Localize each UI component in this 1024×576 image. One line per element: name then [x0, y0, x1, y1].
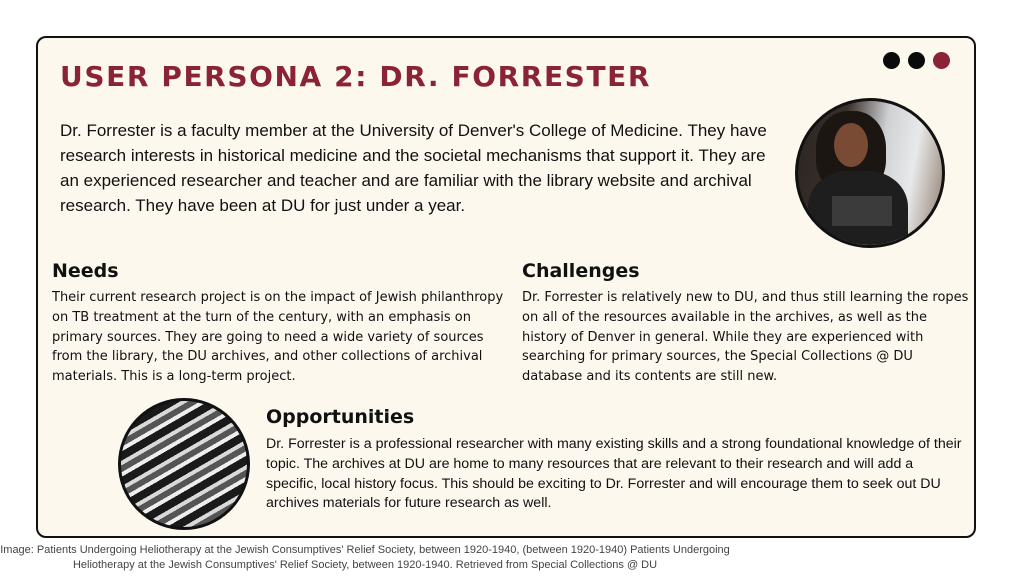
dot-icon	[933, 52, 950, 69]
decorative-dots	[883, 52, 950, 69]
needs-heading: Needs	[52, 260, 119, 282]
page-title: USER PERSONA 2: DR. FORRESTER	[60, 60, 652, 93]
opportunities-body: Dr. Forrester is a professional researcher with many existing skills and a strong foundational knowledge of their topic. The archives at DU are home to many resources that are relevant to their research and will add a specific, local history focus. This should be exciting to Dr. Forrester and will encourage them to seek out DU archives materials for future research as well.	[266, 436, 962, 512]
challenges-body: Dr. Forrester is relatively new to DU, and thus still learning the ropes on all of the resources available in the archives, as well as the history of Denver in general. While they are experienced with searching for primary sources, the Special Collections @ DU database and its contents are still new.	[522, 290, 969, 385]
heliotherapy-building-image	[118, 398, 250, 530]
portrait-shirt-patch	[832, 196, 892, 226]
image-caption: Image: Patients Undergoing Heliotherapy at the Jewish Consumptives' Relief Society, between 1920-1940, (between 1920-1940) Patients Undergoing Heliotherapy at the Jewish Consumptives' Relief Society, between 1920-1940. Retrieved from Special Collections @ DU	[0, 544, 730, 571]
dot-icon	[908, 52, 925, 69]
needs-body: Their current research project is on the impact of Jewish philanthropy on TB treatment at the turn of the century, with an emphasis on primary sources. They are going to need a wide variety of sources from the library, the DU archives, and other collections of archival materials. This is a long-term project.	[52, 290, 504, 385]
challenges-heading: Challenges	[522, 260, 640, 282]
persona-portrait	[795, 98, 945, 248]
persona-intro: Dr. Forrester is a faculty member at the University of Denver's College of Medicine. They have research interests in historical medicine and the societal mechanisms that support it. They are an experienced researcher and teacher and are familiar with the library website and archival research. They have been at DU for just under a year.	[60, 121, 767, 215]
opportunities-heading: Opportunities	[266, 406, 415, 428]
portrait-face	[834, 123, 868, 167]
dot-icon	[883, 52, 900, 69]
persona-card	[36, 36, 976, 538]
